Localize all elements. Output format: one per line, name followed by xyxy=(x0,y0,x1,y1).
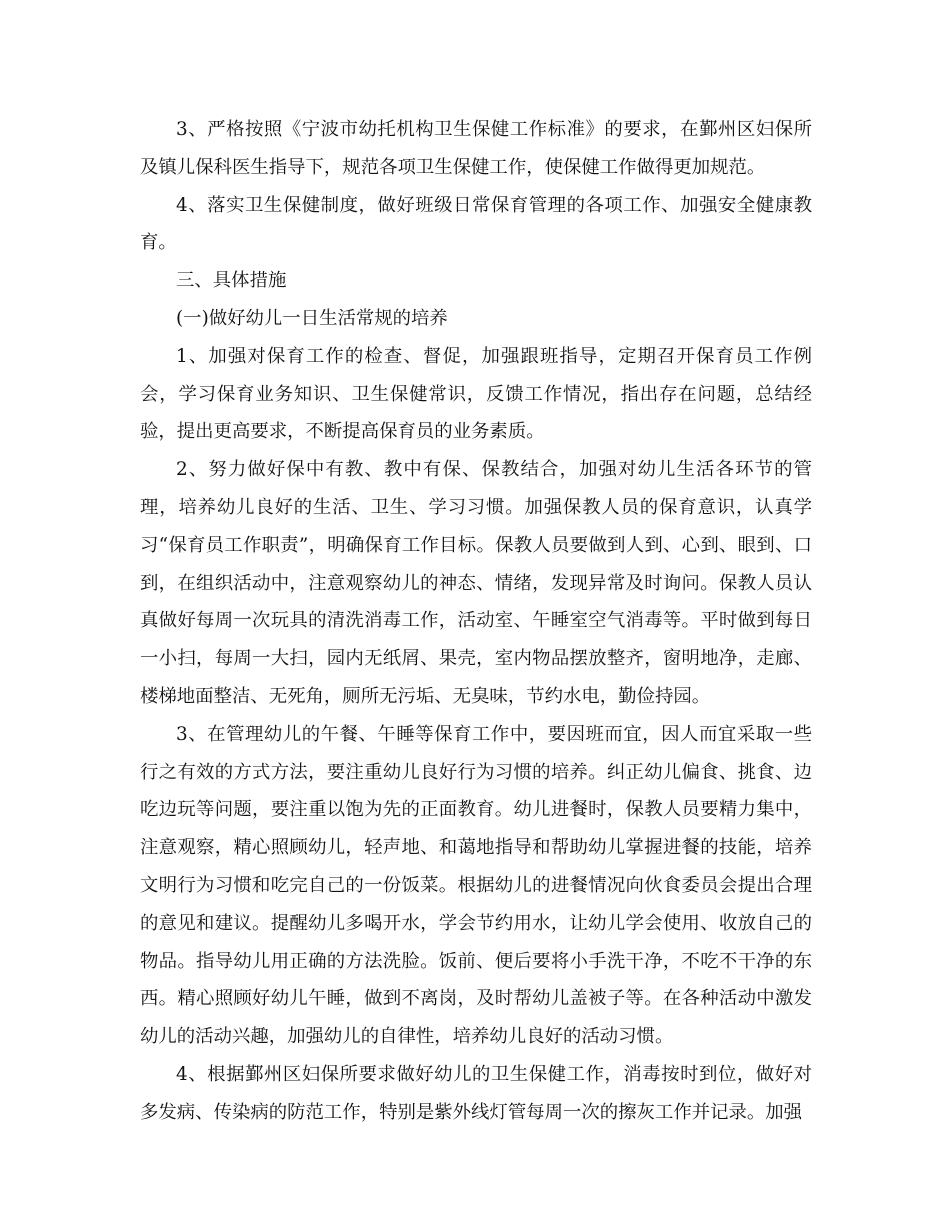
paragraph-item-3-standard: 3、严格按照《宁波市幼托机构卫生保健工作标准》的要求，在鄞州区妇保所及镇儿保科医生指导下，规范各项卫生保健工作，使保健工作做得更加规范。 xyxy=(140,119,812,178)
paragraph-item-3-meals-naps: 3、在管理幼儿的午餐、午睡等保育工作中，要因班而宜，因人而宜采取一些行之有效的方式方法，要注重幼儿良好行为习惯的培养。纠正幼儿偏食、挑食、边吃边玩等问题，要注重以饱为先的正面教育。幼儿进餐时，保教人员要精力集中，注意观察，精心照顾幼儿，轻声地、和蔼地指导和帮助幼儿掌握进餐的技能，培养文明行为习惯和吃完自己的一份饭菜。根据幼儿的进餐情况向伙食委员会提出合理的意见和建议。提醒幼儿多喝开水，学会节约用水，让幼儿学会使用、收放自己的物品。指导幼儿用正确的方法洗脸。饭前、便后要将小手洗干净，不吃不干净的东西。精心照顾好幼儿午睡，做到不离岗，及时帮幼儿盖被子等。在各种活动中激发幼儿的活动兴趣，加强幼儿的自律性，培养幼儿良好的活动习惯。 xyxy=(140,723,812,1048)
paragraph-item-2-care-education: 2、努力做好保中有教、教中有保、保教结合，加强对幼儿生活各环节的管理，培养幼儿良好的生活、卫生、学习习惯。加强保教人员的保育意识，认真学习“保育员工作职责”，明确保育工作目标。保教人员要做到人到、心到、眼到、口到，在组织活动中，注意观察幼儿的神态、情绪，发现异常及时询问。保教人员认真做好每周一次玩具的清洗消毒工作，活动室、午睡室空气消毒等。平时做到每日一小扫，每周一大扫，园内无纸屑、果壳，室内物品摆放整齐，窗明地净，走廊、楼梯地面整洁、无死角，厕所无污垢、无臭味，节约水电，勤俭持园。 xyxy=(140,459,812,707)
subsection-heading-daily-routine: (一)做好幼儿一日生活常规的培养 xyxy=(176,307,448,329)
document-body xyxy=(140,111,812,1132)
paragraph-item-4-disease-prevention: 4、根据鄞州区妇保所要求做好幼儿的卫生保健工作，消毒按时到位，做好对多发病、传染病的防范工作，特别是紫外线灯管每周一次的擦灰工作并记录。加强 xyxy=(140,1063,812,1123)
paragraph-item-4-health-system: 4、落实卫生保健制度，做好班级日常保育管理的各项工作、加强安全健康教育。 xyxy=(140,194,812,254)
paragraph-item-1-supervision: 1、加强对保育工作的检查、督促，加强跟班指导，定期召开保育员工作例会，学习保育业务知识、卫生保健常识，反馈工作情况，指出存在问题，总结经验，提出更高要求，不断提高保育员的业务素质。 xyxy=(140,345,812,443)
section-heading-measures: 三、具体措施 xyxy=(176,270,287,292)
